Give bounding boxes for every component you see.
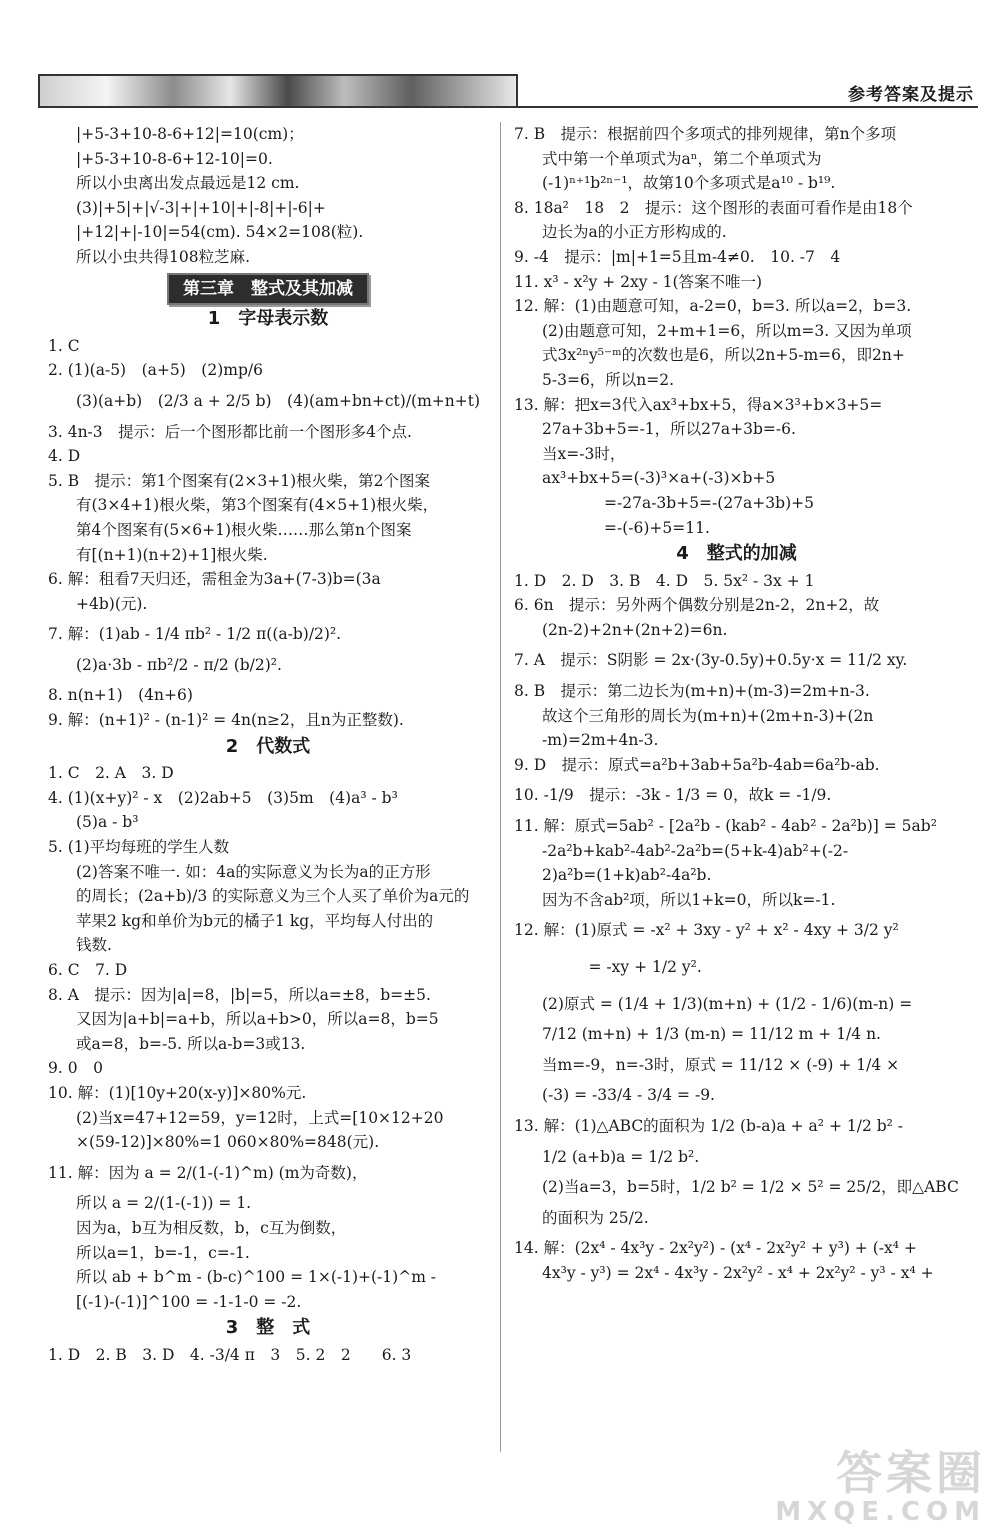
header-rule (518, 106, 978, 108)
answer-line: 有(3×4+1)根火柴，第3个图案有(4×5+1)根火柴， (76, 496, 439, 515)
watermark (775, 1446, 986, 1527)
answer-line: 5. (1)平均每班的学生人数 (48, 838, 230, 857)
text-line: |+5-3+10-8-6+12-10|=0. (76, 149, 273, 168)
answer-line: 的周长；(2a+b)/3 的实际意义为三个人买了单价为a元的 (76, 887, 470, 906)
answer-line: 5. B 提示：第1个图案有(2×3+1)根火柴，第2个图案 (48, 471, 430, 490)
answer-line: (2)原式 = (1/4 + 1/3)(m+n) + (1/2 - 1/6)(m-n) = (542, 994, 913, 1013)
text-line: 所以小虫共得108粒芝麻. (76, 247, 251, 266)
answer-line: 12. 解：(1)原式 = -x² + 3xy - y² + x² - 4xy + 3/2 y² (514, 921, 899, 940)
answer-line: 7. 解：(1)ab - 1/4 πb² - 1/2 π((a-b)/2)². (48, 625, 342, 644)
answer-line: 1. D 2. B 3. D 4. -3/4 π 3 5. 2 2 6. 3 (48, 1345, 412, 1364)
answer-line: (2)当x=47+12=59，y=12时，上式=[10×12+20 (76, 1108, 444, 1127)
answer-line: 4x³y - y³) = 2x⁴ - 4x³y - 2x²y² - x⁴ + 2x²y² - y³ - x⁴ + (542, 1263, 934, 1282)
answer-line: 14. 解：(2x⁴ - 4x³y - 2x²y²) - (x⁴ - 2x²y² + y³) + (-x⁴ + (514, 1239, 917, 1258)
answer-line: 9. -4 提示：|m|+1=5且m-4≠0. 10. -7 4 (514, 247, 841, 266)
answer-line: 27a+3b+5=-1，所以27a+3b=-6. (542, 420, 796, 439)
chapter-title: 第三章 整式及其加减 (167, 273, 369, 306)
answer-line: 6. C 7. D (48, 961, 128, 979)
answer-line: 4. D (48, 447, 81, 466)
answer-line: 的面积为 25/2. (542, 1208, 649, 1227)
answer-line: 2)a²b=(1+k)ab²-4a²b. (542, 866, 712, 885)
answer-line: 苹果2 kg和单价为b元的橘子1 kg，平均每人付出的 (76, 911, 434, 930)
answer-line: 式中第一个单项式为aⁿ，第二个单项式为 (542, 149, 822, 168)
answer-line: 4. (1)(x+y)² - x (2)2ab+5 (3)5m (4)a³ - b³ (48, 788, 398, 807)
answer-line: 12. 解：(1)由题意可知，a-2=0，b=3. 所以a=2，b=3. (514, 297, 912, 316)
answer-line: 9. 0 0 (48, 1059, 103, 1078)
answer-line: 1. C 2. A 3. D (48, 764, 174, 783)
answer-line: =-(-6)+5=11. (542, 518, 710, 537)
answer-line: 因为a，b互为相反数，b，c互为倒数， (76, 1218, 347, 1237)
answer-line: 边长为a的小正方形构成的. (542, 223, 727, 242)
answer-line: 10. 解：(1)[10y+20(x-y)]×80%元. (48, 1083, 307, 1102)
answer-line: 所以a=1，b=-1，c=-1. (76, 1243, 250, 1262)
answer-line: 第4个图案有(5×6+1)根火柴……那么第n个图案 (76, 520, 412, 539)
chapter-heading-wrap (48, 273, 488, 306)
section-title: 1 字母表示数 (207, 308, 329, 330)
answer-line: (2)a·3b - πb²/2 - π/2 (b/2)². (76, 655, 282, 674)
answer-line: 或a=8，b=-5. 所以a-b=3或13. (76, 1034, 306, 1053)
section-title: 4 整式的加减 (676, 543, 797, 565)
answer-line: 11. x³ - x²y + 2xy - 1(答案不唯一) (514, 272, 763, 291)
text-line: |+12|+|-10|=54(cm). 54×2=108(粒). (76, 223, 364, 242)
answer-line: 7. A 提示：S阴影 = 2x·(3y-0.5y)+0.5y·x = 11/2 xy. (514, 651, 908, 670)
text-line: (3)|+5|+|√-3|+|+10|+|-8|+|-6|+ (76, 198, 326, 217)
right-column (514, 122, 959, 1286)
answer-line: ×(59-12)]×80%=1 060×80%=848(元). (76, 1133, 380, 1152)
page-header (38, 74, 978, 114)
answer-line: 6. 6n 提示：另外两个偶数分别是2n-2，2n+2，故 (514, 596, 880, 615)
answer-line: ax³+bx+5=(-3)³×a+(-3)×b+5 (542, 469, 776, 488)
header-title: 参考答案及提示 (848, 85, 974, 105)
answer-line: (2n-2)+2n+(2n+2)=6n. (542, 620, 728, 639)
answer-line: -m)=2m+4n-3. (542, 731, 659, 750)
answer-line: =-27a-3b+5=-(27a+3b)+5 (542, 493, 814, 512)
section-title: 3 整 式 (225, 1317, 311, 1339)
header-banner-image (38, 74, 518, 108)
answer-line: 7. B 提示：根据前四个多项式的排列规律，第n个多项 (514, 125, 897, 143)
answer-line: (-1)ⁿ⁺¹b²ⁿ⁻¹，故第10个多项式是a¹⁰ - b¹⁹. (542, 174, 836, 193)
answer-line: 5-3=6，所以n=2. (542, 370, 675, 389)
answer-line: (2)当a=3，b=5时，1/2 b² = 1/2 × 5² = 25/2，即△ABC (542, 1178, 959, 1197)
answer-line: 所以 a = 2/(1-(-1)) = 1. (76, 1194, 252, 1213)
answer-line: 式3x²ⁿy⁵⁻ᵐ的次数也是6，所以2n+5-m=6，即2n+ (542, 346, 905, 365)
answer-line: 当x=-3时， (542, 444, 626, 463)
answer-line: 1/2 (a+b)a = 1/2 b². (542, 1147, 700, 1166)
answer-line: 8. n(n+1) (4n+6) (48, 686, 193, 705)
text-line: |+5-3+10-8-6+12|=10(cm)； (76, 125, 304, 143)
column-divider (500, 122, 501, 1452)
answer-line: (-3) = -33/4 - 3/4 = -9. (542, 1086, 715, 1105)
answer-line: 3. 4n-3 提示：后一个图形都比前一个图形多4个点. (48, 422, 412, 441)
answer-line: 13. 解：(1)△ABC的面积为 1/2 (b-a)a + a² + 1/2 b² - (514, 1116, 904, 1135)
answer-line: 有[(n+1)(n+2)+1]根火柴. (76, 545, 268, 564)
answer-line: (2)答案不唯一. 如：4a的实际意义为长为a的正方形 (76, 862, 431, 881)
answer-line: 9. 解：(n+1)² - (n-1)² = 4n(n≥2，且n为正整数). (48, 711, 404, 730)
answer-line: +4b)(元). (76, 594, 148, 613)
answer-line: 8. A 提示：因为|a|=8，|b|=5，所以a=±8，b=±5. (48, 985, 431, 1004)
section-title: 2 代数式 (225, 735, 311, 757)
answer-line: 11. 解：原式=5ab² - [2a²b - (kab² - 4ab² - 2a²b)] = 5ab² (514, 817, 937, 836)
answer-line: 1. C (48, 336, 80, 355)
answer-line: 8. B 提示：第二边长为(m+n)+(m-3)=2m+n-3. (514, 682, 870, 701)
answer-line: 所以 ab + b^m - (b-c)^100 = 1×(-1)+(-1)^m - (76, 1268, 437, 1287)
answer-line: (2)由题意可知，2+m+1=6，所以m=3. 又因为单项 (542, 321, 912, 340)
answer-line: 10. -1/9 提示：-3k - 1/3 = 0，故k = -1/9. (514, 786, 832, 805)
answer-line: 因为不含ab²项，所以1+k=0，所以k=-1. (542, 890, 836, 909)
answer-line: 6. 解：租看7天归还，需租金为3a+(7-3)b=(3a (48, 570, 381, 589)
answer-line: (5)a - b³ (76, 813, 139, 832)
answer-line: = -xy + 1/2 y². (542, 958, 702, 976)
text-line: 所以小虫离出发点最远是12 cm. (76, 174, 300, 193)
answer-line: 8. 18a² 18 2 提示：这个图形的表面可看作是由18个 (514, 198, 913, 217)
answer-line: 故这个三角形的周长为(m+n)+(2m+n-3)+(2n (542, 706, 874, 725)
answer-line: 钱数. (76, 936, 112, 955)
answer-line: 2. (1)(a-5) (a+5) (2)mp/6 (48, 361, 263, 380)
left-column (48, 122, 488, 1368)
answer-line: 11. 解：因为 a = 2/(1-(-1)^m) (m为奇数)， (48, 1163, 368, 1182)
answer-line: -2a²b+kab²-4ab²-2a²b=(5+k-4)ab²+(-2- (542, 841, 849, 860)
answer-line: 13. 解：把x=3代入ax³+bx+5，得a×3³+b×3+5= (514, 395, 883, 414)
answer-line: 7/12 (m+n) + 1/3 (m-n) = 11/12 m + 1/4 n. (542, 1025, 881, 1044)
answer-line: [(-1)-(-1)]^100 = -1-1-0 = -2. (76, 1292, 302, 1311)
answer-line: 1. D 2. D 3. B 4. D 5. 5x² - 3x + 1 (514, 571, 815, 590)
answer-line: 又因为|a+b|=a+b，所以a+b>0，所以a=8，b=5 (76, 1010, 439, 1029)
watermark-site: MXQE.COM (775, 1497, 986, 1527)
watermark-brand: 答案圈 (836, 1446, 986, 1500)
answer-line: (3)(a+b) (2/3 a + 2/5 b) (4)(am+bn+ct)/(m+n+t) (76, 391, 481, 410)
answer-line: 当m=-9，n=-3时，原式 = 11/12 × (-9) + 1/4 × (542, 1055, 900, 1074)
answer-line: 9. D 提示：原式=a²b+3ab+5a²b-4ab=6a²b-ab. (514, 755, 880, 774)
